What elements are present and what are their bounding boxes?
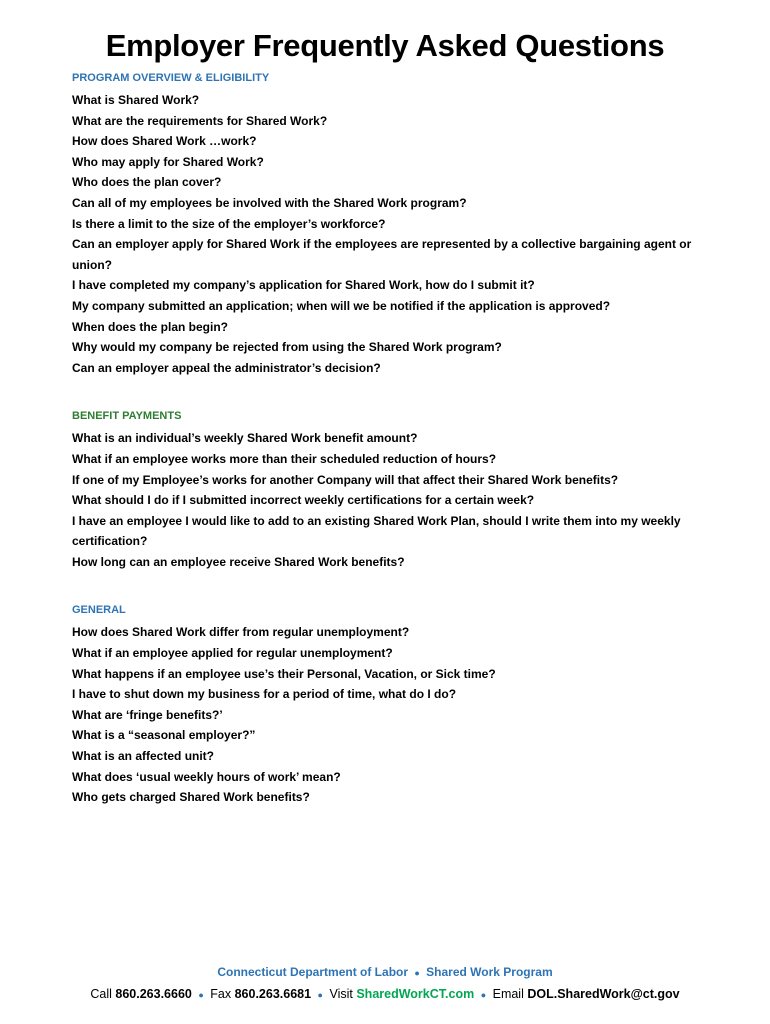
section-heading: PROGRAM OVERVIEW & ELIGIBILITY	[72, 72, 270, 84]
faq-question: Can all of my employees be involved with the Shared Work program?	[72, 195, 467, 210]
bullet-icon: ●	[414, 968, 420, 978]
faq-list	[72, 90, 712, 378]
faq-question: How does Shared Work …work?	[72, 134, 257, 149]
call-label: Call	[90, 987, 112, 1001]
faq-list	[72, 622, 712, 807]
faq-question: What are ‘fringe benefits?’	[72, 707, 223, 722]
faq-question: Why would my company be rejected from using the Shared Work program?	[72, 340, 502, 355]
faq-question: Is there a limit to the size of the employer’s workforce?	[72, 216, 386, 231]
section-heading: GENERAL	[72, 604, 126, 617]
faq-question: Who does the plan cover?	[72, 175, 222, 190]
section-heading: BENEFIT PAYMENTS	[72, 410, 182, 423]
faq-question: If one of my Employee’s works for another Company will that affect their Shared Work benefits?	[72, 472, 619, 487]
visit-label: Visit	[329, 987, 353, 1001]
bullet-icon: ●	[317, 990, 323, 1000]
fax-number: 860.263.6681	[234, 987, 312, 1001]
faq-question: What happens if an employee use’s their Personal, Vacation, or Sick time?	[72, 666, 496, 681]
faq-section	[72, 408, 712, 572]
call-number[interactable]: 860.263.6660	[115, 987, 192, 1001]
faq-question: What if an employee applied for regular unemployment?	[72, 646, 393, 661]
faq-question: Can an employer appeal the administrator’s decision?	[72, 360, 381, 375]
faq-question: What is Shared Work?	[72, 93, 200, 107]
faq-question: What is an affected unit?	[72, 749, 215, 764]
faq-question: What is an individual’s weekly Shared Work benefit amount?	[72, 431, 418, 446]
faq-question: Can an employer apply for Shared Work if the employees are represented by a collective bargaining agent or union?	[72, 237, 692, 272]
faq-section	[72, 602, 712, 807]
faq-question: What does ‘usual weekly hours of work’ mean?	[72, 769, 341, 784]
footer-org-line	[0, 962, 770, 983]
faq-question: When does the plan begin?	[72, 319, 228, 334]
page-title: Employer Frequently Asked Questions	[105, 28, 665, 63]
faq-question: What is a “seasonal employer?”	[72, 728, 256, 743]
faq-question: How does Shared Work differ from regular unemployment?	[72, 625, 410, 640]
faq-question: What if an employee works more than their scheduled reduction of hours?	[72, 451, 497, 466]
footer-org: Connecticut Department of Labor	[217, 965, 409, 979]
bullet-icon: ●	[480, 990, 487, 1000]
email-label: Email	[492, 987, 524, 1001]
footer-program: Shared Work Program	[426, 965, 553, 979]
faq-content	[72, 70, 712, 808]
faq-question: Who may apply for Shared Work?	[72, 154, 264, 169]
faq-question: Who gets charged Shared Work benefits?	[72, 790, 310, 805]
faq-question: What should I do if I submitted incorrect weekly certifications for a certain week?	[72, 493, 535, 508]
faq-question: My company submitted an application; when will we be notified if the application is approved?	[72, 298, 611, 313]
footer-contact-line	[0, 983, 770, 1006]
faq-section	[72, 70, 712, 378]
faq-question: How long can an employee receive Shared Work benefits?	[72, 554, 405, 569]
faq-question: I have an employee I would like to add to an existing Shared Work Plan, should I write them into my weekly certification?	[72, 513, 681, 549]
footer	[0, 962, 770, 1006]
faq-list	[72, 428, 712, 572]
faq-question: I have completed my company’s application for Shared Work, how do I submit it?	[72, 278, 535, 293]
bullet-icon: ●	[198, 990, 204, 1000]
website-link[interactable]: SharedWorkCT.com	[356, 987, 475, 1001]
email-link[interactable]: DOL.SharedWork@ct.gov	[527, 987, 680, 1001]
fax-label: Fax	[210, 987, 232, 1001]
faq-question: What are the requirements for Shared Work?	[72, 113, 328, 128]
faq-question: I have to shut down my business for a period of time, what do I do?	[72, 687, 457, 702]
